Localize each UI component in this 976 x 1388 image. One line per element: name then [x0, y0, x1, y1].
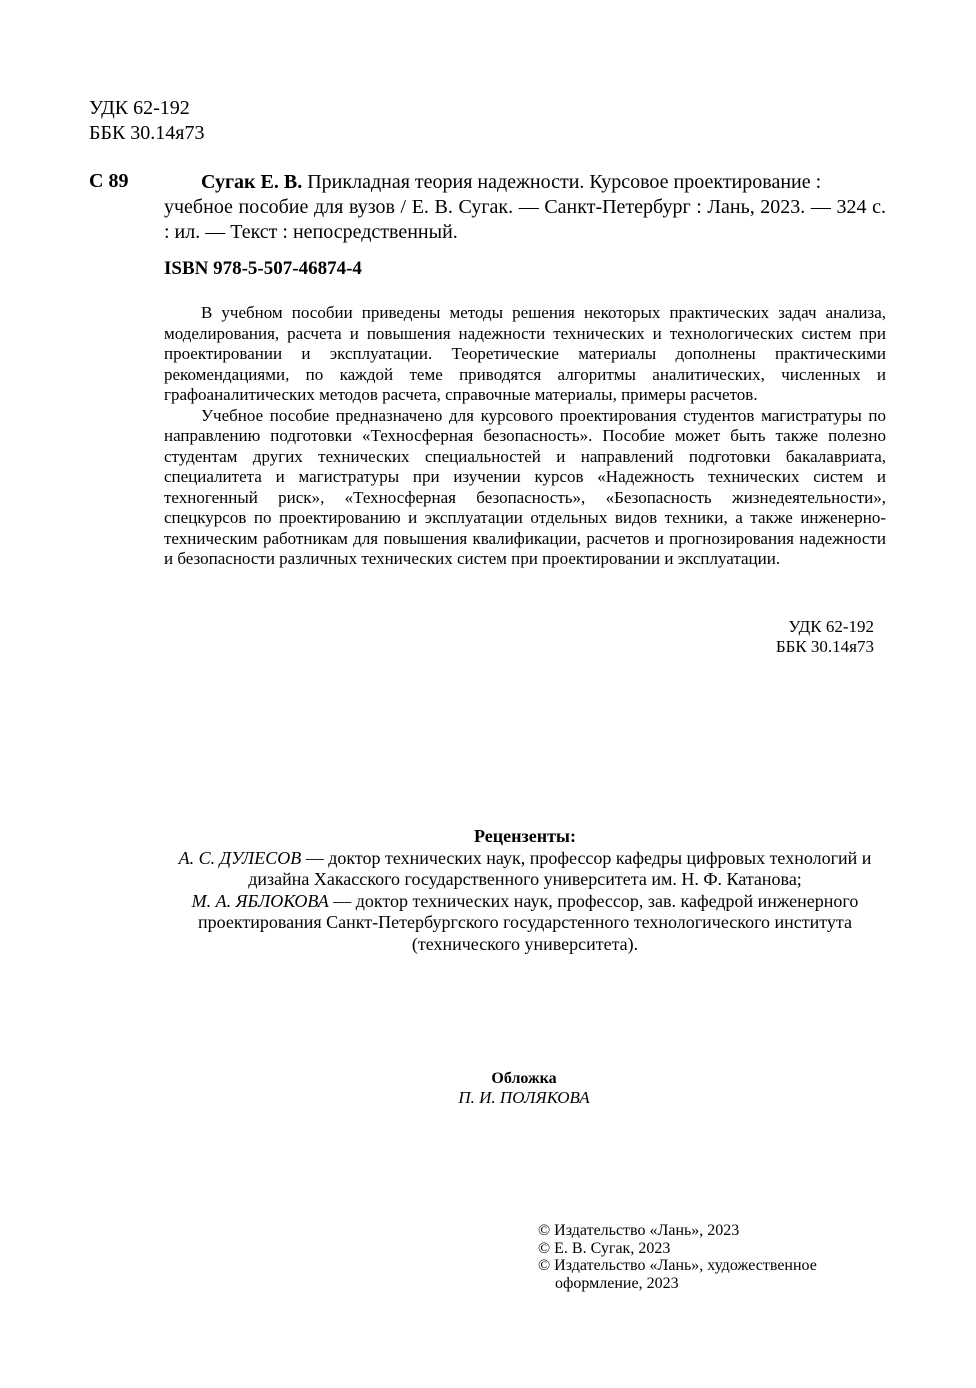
book-description: учебное пособие для вузов / Е. В. Сугак. — Санкт-Петербург : Лань, 2023. — 324 с. : ил. — Текст : непосредственный.	[164, 196, 886, 243]
reviewer-1	[164, 848, 886, 891]
header-classification-codes	[89, 96, 205, 146]
reviewers-heading: Рецензенты:	[474, 826, 576, 846]
footer-classification-codes	[740, 617, 874, 657]
cover-credit	[424, 1069, 624, 1107]
bbk-code-right: ББК 30.14я73	[775, 637, 874, 656]
reviewer-2	[164, 891, 886, 956]
cover-designer: П. И. ПОЛЯКОВА	[458, 1088, 590, 1107]
reviewer-1-credentials: — доктор технических наук, профессор кафедры цифровых технологий и дизайна Хакасского государственного университета им. Н. Ф. Катанова;	[248, 847, 872, 889]
bbk-code: ББК 30.14я73	[89, 122, 205, 144]
abstract-paragraph-2: Учебное пособие предназначено для курсового проектирования студентов магистратуры по направлению подготовки «Техносферная безопасность». Пособие может быть также полезно студентам других технических специальностей и направлений подготовки бакалавриата, специалитета и магистратуры при изучении курсов «Надежность технических систем и техногенный риск», «Техносферная безопасность», «Безопасность жизнедеятельности», спецкурсов по проектированию и эксплуатации отдельных видов техники, а также инженерно-техническим работникам для повышения квалификации, расчетов и прогнозирования надежности и безопасности различных технических систем при проектировании и эксплуатации.	[164, 405, 886, 568]
reviewer-2-name: М. А. ЯБЛОКОВА	[191, 890, 329, 911]
abstract-paragraph-1: В учебном пособии приведены методы решения некоторых практических задач анализа, моделирования, расчета и повышения надежности технических и технологических систем при проектировании и эксплуатации. Теоретические материалы дополнены практическими рекомендациями, по каждой теме приводятся алгоритмы аналитических, численных и графоаналитических методов расчета, справочные материалы, примеры расчетов.	[164, 303, 886, 404]
bibliographic-record	[164, 170, 886, 245]
copyright-line: © Издательство «Лань», художественное оформление, 2023	[538, 1257, 817, 1292]
copyright-block	[538, 1222, 848, 1292]
udk-code-right: УДК 62-192	[788, 617, 874, 636]
cutter-number: С 89	[89, 170, 129, 192]
author-name: Сугак Е. В.	[201, 171, 303, 193]
cover-heading: Обложка	[491, 1070, 557, 1087]
isbn: ISBN 978-5-507-46874-4	[164, 258, 362, 279]
udk-code: УДК 62-192	[89, 97, 190, 119]
copyright-line: © Е. В. Сугак, 2023	[538, 1239, 671, 1257]
copyright-line: © Издательство «Лань», 2023	[538, 1222, 740, 1239]
reviewer-2-credentials: — доктор технических наук, профессор, зав. кафедрой инженерного проектирования Санкт-Петербургского государстенного технологического института (технического университета).	[197, 890, 859, 954]
book-title-line: Прикладная теория надежности. Курсовое проектирование :	[302, 171, 822, 193]
reviewer-1-name: А. С. ДУЛЕСОВ	[178, 847, 302, 868]
reviewers-section	[164, 826, 886, 955]
abstract	[164, 303, 886, 570]
bib-first-line	[164, 170, 886, 195]
